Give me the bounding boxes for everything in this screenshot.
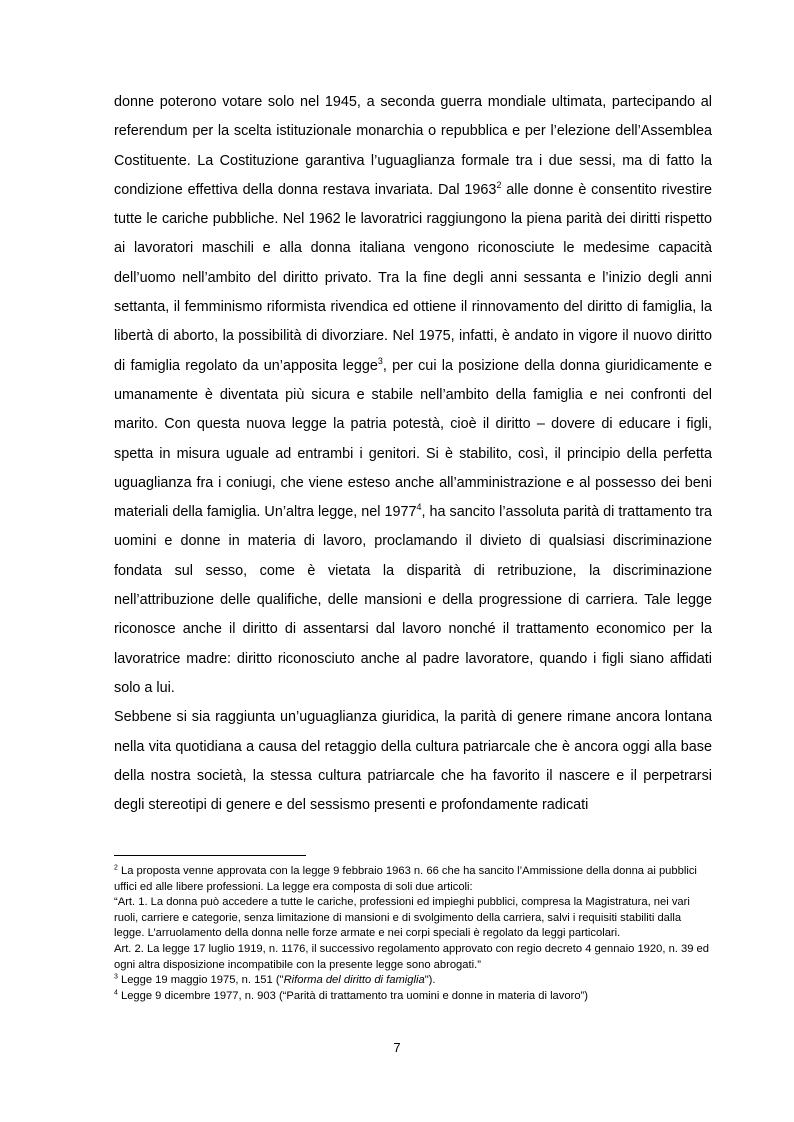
footnote-3-title: Riforma del diritto di famiglia: [283, 974, 425, 987]
footnote-ref-2[interactable]: 2: [496, 180, 502, 191]
footnote-separator: [114, 855, 306, 856]
footnote-2-mark: 2: [114, 864, 118, 872]
footnote-ref-4[interactable]: 4: [416, 502, 422, 513]
footnotes: [114, 864, 712, 1004]
page-number: 7: [393, 1040, 401, 1055]
footnote-2: [114, 864, 712, 895]
footnote-2-article-1: “Art. 1. La donna può accedere a tutte le cariche, professioni ed impieghi pubblici, compresa la Magistratura, nei vari ruoli, carriere e categorie, senza limitazione di mansioni e di svolgimento della carriera, salvi i requisiti stabiliti dalla legge. L’arruolamento della donna nelle forze armate e nei corpi speciali è regolato da leggi particolari.: [114, 896, 690, 940]
footnote-4: [114, 989, 712, 1005]
paragraph-1-part-4: , ha sancito l’assoluta parità di trattamento tra uomini e donne in materia di lavoro, proclamando il divieto di qualsiasi discriminazione fondata sul sesso, come è vietata la disparità di retribuzione, la discriminazione nell’attribuzione delle qualifiche, delle mansioni e della progressione di carriera. Tale legge riconosce anche il diritto di assentarsi dal lavoro nonché il trattamento economico per la lavoratrice madre: diritto riconosciuto anche al padre lavoratore, quando i figli siano affidati solo a lui.: [114, 504, 712, 696]
footnote-2-article-2: Art. 2. La legge 17 luglio 1919, n. 1176, il successivo regolamento approvato con regio decreto 4 gennaio 1920, n. 39 ed ogni altra disposizione incompatibile con la presente legge sono abrogati.”: [114, 942, 710, 971]
paragraph-1: [114, 88, 712, 703]
footnote-3-text-pre: Legge 19 maggio 1975, n. 151 (": [117, 974, 284, 987]
body-text: [114, 88, 712, 820]
footnote-ref-3[interactable]: 3: [377, 355, 383, 366]
footnote-4-text: Legge 9 dicembre 1977, n. 903 (“Parità di trattamento tra uomini e donne in materia di lavoro”): [117, 989, 588, 1002]
paragraph-2: Sebbene si sia raggiunta un’uguaglianza giuridica, la parità di genere rimane ancora lontana nella vita quotidiana a causa del retaggio della cultura patriarcale che è ancora oggi alla base della nostra società, la stessa cultura patriarcale che ha favorito il nascere e il perpetrarsi degli stereotipi di genere e del sessismo presenti e profondamente radicati: [114, 709, 712, 814]
footnote-3: [114, 973, 712, 989]
paragraph-1-part-3: , per cui la posizione della donna giuridicamente e umanamente è diventata più sicura e stabile nell’ambito della famiglia e nei confronti del marito. Con questa nuova legge la patria potestà, cioè il diritto – dovere di educare i figli, spetta in misura uguale ad entrambi i genitori. Si è stabilito, così, il principio della perfetta uguaglianza fra i coniugi, che viene esteso anche all’amministrazione e al possesso dei beni materiali della famiglia. Un’altra legge, nel 1977: [114, 357, 712, 521]
paragraph-1-part-2: alle donne è consentito rivestire tutte le cariche pubbliche. Nel 1962 le lavoratrici raggiungono la piena parità dei diritti rispetto ai lavoratori maschili e alla donna italiana vengono riconosciute le medesime capacità dell’uomo nell’ambito del diritto privato. Tra la fine degli anni sessanta e l’inizio degli anni settanta, il femminismo riformista rivendica ed ottiene il rinnovamento del diritto di famiglia, la libertà di aborto, la possibilità di divorziare. Nel 1975, infatti, è andato in vigore il nuovo diritto di famiglia regolato da un’apposita legge: [114, 181, 712, 374]
footnote-3-text-post: ").: [424, 974, 436, 987]
footnote-4-mark: 4: [114, 989, 118, 997]
footnote-2-text: La proposta venne approvata con la legge 9 febbraio 1963 n. 66 che ha sancito l’Ammissione della donna ai pubblici uffici ed alle libere professioni. La legge era composta di soli due articoli:: [114, 865, 697, 893]
footnote-3-mark: 3: [114, 973, 118, 981]
paragraph-1-part-1: donne poterono votare solo nel 1945, a seconda guerra mondiale ultimata, partecipando al referendum per la scelta istituzionale monarchia o repubblica e per l’elezione dell’Assemblea Costituente. La Costituzione garantiva l’uguaglianza formale tra i due sessi, ma di fatto la condizione effettiva della donna restava invariata. Dal 1963: [114, 94, 712, 198]
